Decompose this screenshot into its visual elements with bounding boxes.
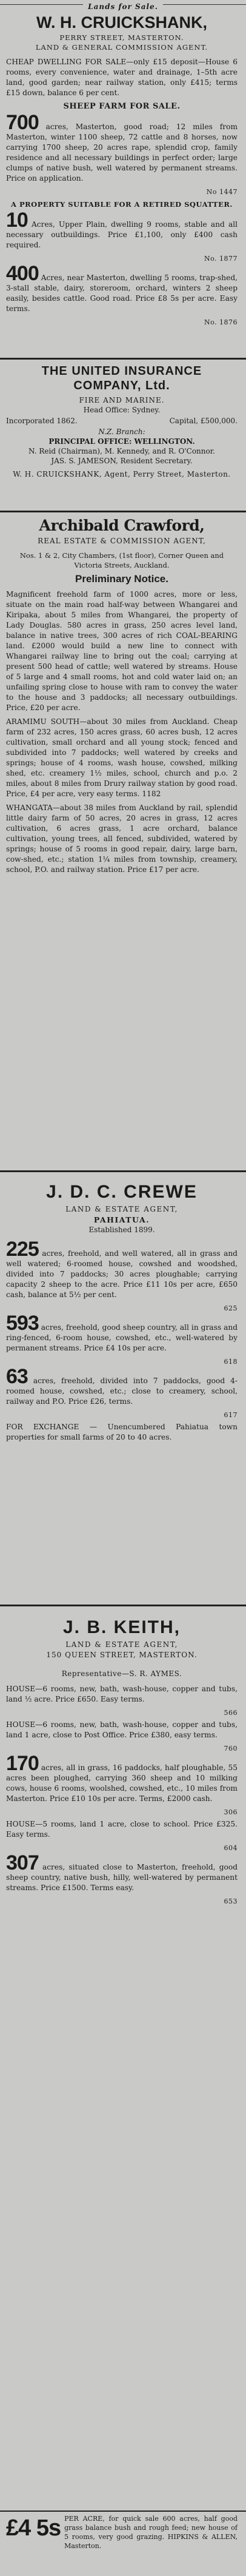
crewe-63-acres: 63 <box>6 1365 28 1388</box>
crawford-role: REAL ESTATE & COMMISSION AGENT, <box>38 537 206 545</box>
upper-plain-para <box>6 209 238 250</box>
crewe-63-text: acres, freehold, divided into 7 paddocks, good 4-roomed house, cowshed, etc.; close to creamery, school, railway and P.O. Price £26, terms. <box>6 1377 238 1406</box>
keith-advert <box>0 1611 246 2470</box>
banner-text: Lands for Sale. <box>83 2 163 11</box>
keith-house-3-ref: 604 <box>224 1844 238 1852</box>
cruickshank-role: LAND & GENERAL COMMISSION AGENT. <box>35 43 208 52</box>
upper-plain-acres: 10 <box>6 209 28 232</box>
upper-plain-text: Acres, Upper Plain, dwelling 9 rooms, stable and all necessary outbuildings. Price £1,100, only £400 cash required. <box>6 220 238 249</box>
insurance-title: THE UNITED INSURANCE COMPANY, Ltd. <box>41 364 202 392</box>
keith-house-1-ref: 566 <box>224 1709 238 1717</box>
insurance-advert <box>0 361 246 509</box>
divider-rule <box>0 1605 246 1606</box>
keith-name: J. B. KEITH, <box>62 1617 181 1637</box>
sheep-farm-acres: 700 <box>6 111 39 134</box>
squatter-heading: A PROPERTY SUITABLE FOR A RETIRED SQUATTER. <box>11 200 233 209</box>
keith-307-acres: 307 <box>6 1851 39 1874</box>
keith-address: 150 QUEEN STREET, MASTERTON. <box>46 1651 198 1659</box>
near-masterton-para <box>6 262 238 314</box>
divider-rule <box>0 1170 246 1172</box>
divider-rule <box>0 358 246 360</box>
keith-307-ref: 653 <box>224 1897 238 1905</box>
crawford-address: Nos. 1 & 2, City Chambers, (1st floor), Corner Queen and Victoria Streets, Auckland. <box>19 551 224 569</box>
keith-representative: Representative—S. R. AYMES. <box>61 1669 182 1678</box>
keith-role: LAND & ESTATE AGENT, <box>65 1640 178 1649</box>
sheep-farm-heading: SHEEP FARM FOR SALE. <box>63 102 181 111</box>
crawford-whangarei-farm: Magnificent freehold farm of 1000 acres, more or less, situate on the main road half-way between Whangarei and Kiripaka, about 5 miles from Whangarei, the property of Lady Douglas. 580 acres in grass, 250 acres level land, balance in native trees, 300 acres of rich COAL-BEARING land. £2000 would build a new line to connect with Whangarei railway line to bring out the coal; carrying at present 500 head of cattle; well watered by streams. House of 5 large and 4 small rooms, hot and cold water laid on; an unfailing spring close to house with ram to convey the water to the house and 3 paddocks; all necessary outbuildings. Price, £20 per acre. <box>6 590 238 712</box>
keith-170-acres: 170 <box>6 1752 39 1775</box>
crewe-593-para <box>6 1312 238 1353</box>
crewe-225-ref: 625 <box>224 1304 238 1312</box>
upper-plain-ref: No. 1877 <box>204 255 238 263</box>
keith-house-2-ref: 760 <box>224 1745 238 1753</box>
insurance-capital-row <box>6 416 238 426</box>
insurance-secretary: JAS. S. JAMESON, Resident Secretary. <box>51 457 193 465</box>
crewe-established: Established 1899. <box>88 1226 155 1234</box>
keith-house-2: HOUSE—6 rooms, new, bath, wash-house, copper and tubs, land 1 acre, close to Post Office. Price £380, easy terms. <box>6 1720 238 1739</box>
insurance-directors: N. Reid (Chairman), M. Kennedy, and R. O'Connor. <box>28 447 215 455</box>
crewe-advert <box>0 1175 246 1605</box>
bottom-price: £4 5s <box>6 2515 61 2541</box>
crawford-notice: Preliminary Notice. <box>75 573 168 585</box>
crewe-name: J. D. C. CREWE <box>46 1182 198 1202</box>
crewe-exchange: FOR EXCHANGE — Unencumbered Pahiatua town properties for small farms of 20 to 40 acres. <box>6 1423 238 1441</box>
crewe-593-text: acres, freehold, good sheep country, all in grass and ring-fenced, 6-room house, cowshed, etc., well-watered by permanent streams. Price £4 10s per acre. <box>6 1323 238 1352</box>
crewe-63-ref: 617 <box>224 1411 238 1419</box>
cruickshank-dwelling-text: CHEAP DWELLING FOR SALE—only £15 deposit—House 6 rooms, every convenience, water and drainage, 1–5th acre land, good garden; near railway station, only £415; terms £15 down, balance 6 per cent. <box>6 58 238 97</box>
sheep-farm-para <box>6 111 238 184</box>
lands-for-sale-banner <box>0 0 246 11</box>
near-masterton-acres: 400 <box>6 262 39 285</box>
keith-170-para <box>6 1752 238 1804</box>
cruickshank-name: W. H. CRUICKSHANK, <box>36 13 207 32</box>
divider-rule <box>0 511 246 512</box>
cruickshank-address: PERRY STREET, MASTERTON. <box>59 33 184 42</box>
crewe-593-ref: 618 <box>224 1358 238 1366</box>
cruickshank-advert <box>0 11 246 358</box>
keith-307-para <box>6 1851 238 1893</box>
crewe-225-para <box>6 1238 238 1300</box>
insurance-sub: FIRE AND MARINE. <box>79 396 165 404</box>
near-masterton-ref: No. 1876 <box>204 318 238 326</box>
insurance-incorporated: Incorporated 1862. <box>6 417 78 425</box>
crewe-role: LAND & ESTATE AGENT, <box>65 1205 178 1213</box>
keith-170-text: acres, all in grass, 16 paddocks, half ploughable, 55 acres been ploughed, carrying 360 sheep and 10 milking cows, house 6 rooms, woolshed, cowshed, etc., 10 miles from Masterton. Price £10 10s per acre. Terms, £2000 cash. <box>6 1763 238 1803</box>
bottom-advert <box>0 2514 246 2576</box>
crewe-225-text: acres, freehold, and well watered, all in grass and well watered; 6-roomed house, cowshed and woodshed, divided into 7 paddocks; 30 acres ploughable; carrying capacity 2 sheep to the acre. Price £11 10s per acre, £650 cash, balance at 5½ per cent. <box>6 1249 238 1299</box>
crewe-593-acres: 593 <box>6 1312 39 1335</box>
keith-house-1: HOUSE—6 rooms, new, bath, wash-house, copper and tubs, land ½ acre. Price £650. Easy terms. <box>6 1685 238 1703</box>
insurance-capital: Capital, £500,000. <box>169 417 238 425</box>
sheep-farm-text: acres, Masterton, good road; 12 miles from Masterton, winter 1100 sheep, 72 cattle and 8 horses, now carrying 1700 sheep, 20 acres rape, splendid crop, family residence and all necessary buildings in perfect order; large clumps of native bush, well watered by permanent streams. Price on application. <box>6 122 238 183</box>
insurance-branch: N.Z. Branch: <box>98 428 145 436</box>
insurance-agent: W. H. CRUICKSHANK, Agent, Perry Street, Masterton. <box>13 470 231 478</box>
crewe-town: PAHIATUA. <box>93 1215 150 1224</box>
divider-rule <box>0 2511 246 2512</box>
insurance-office: Head Office: Sydney. <box>83 406 161 414</box>
crewe-225-acres: 225 <box>6 1238 39 1261</box>
keith-170-ref: 306 <box>224 1808 238 1816</box>
crawford-advert <box>0 515 246 1170</box>
near-masterton-text: Acres, near Masterton, dwelling 5 rooms, trap-shed, 3-stall stable, dairy, storeroom, orchard, winters 2 sheep easily, besides cattle. Good road. Price £8 5s per acre. Easy terms. <box>6 273 238 313</box>
sheep-farm-ref: No 1447 <box>206 188 238 196</box>
bottom-text: PER ACRE, for quick sale 600 acres, half good grass balance bush and rough feed; new house of 5 rooms, very good grazing. HIPKINS & ALLEN, Masterton. <box>64 2515 238 2550</box>
crawford-name: Archibald Crawford, <box>39 517 205 534</box>
crewe-63-para <box>6 1365 238 1407</box>
crawford-aramimu-farm: ARAMIMU SOUTH—about 30 miles from Auckland. Cheap farm of 232 acres, 150 acres grass, 60 acres bush, 12 acres cultivation, small orchard and all young stock; fenced and subdivided into 7 paddocks; well watered by creeks and springs; house of 4 rooms, wash house, cowshed, milking shed, etc. creamery 1½ miles, school, church and p.o. 2 miles, about 8 miles from Drury railway station by good road. Price, £4 per acre, very easy terms. 1182 <box>6 717 238 798</box>
crawford-whangata-farm: WHANGATA—about 38 miles from Auckland by rail, splendid little dairy farm of 50 acres, 20 acres in grass, 12 acres cultivation, 6 acres grass, 1 acre orchard, balance cultivation, young trees, all fenced, subdivided, watered by springs; house of 5 rooms in good repair, dairy, large barn, cow-shed, etc.; station 1¼ miles from township, creamery, school, P.O. and railway station. Price £17 per acre. <box>6 803 238 874</box>
keith-house-3: HOUSE—5 rooms, land 1 acre, close to school. Price £325. Easy terms. <box>6 1820 238 1839</box>
keith-307-text: acres, situated close to Masterton, freehold, good sheep country, native bush, hilly, well-watered by permanent streams. Price £1500. Terms easy. <box>6 1863 238 1892</box>
insurance-principal: PRINCIPAL OFFICE: WELLINGTON. <box>48 437 195 446</box>
